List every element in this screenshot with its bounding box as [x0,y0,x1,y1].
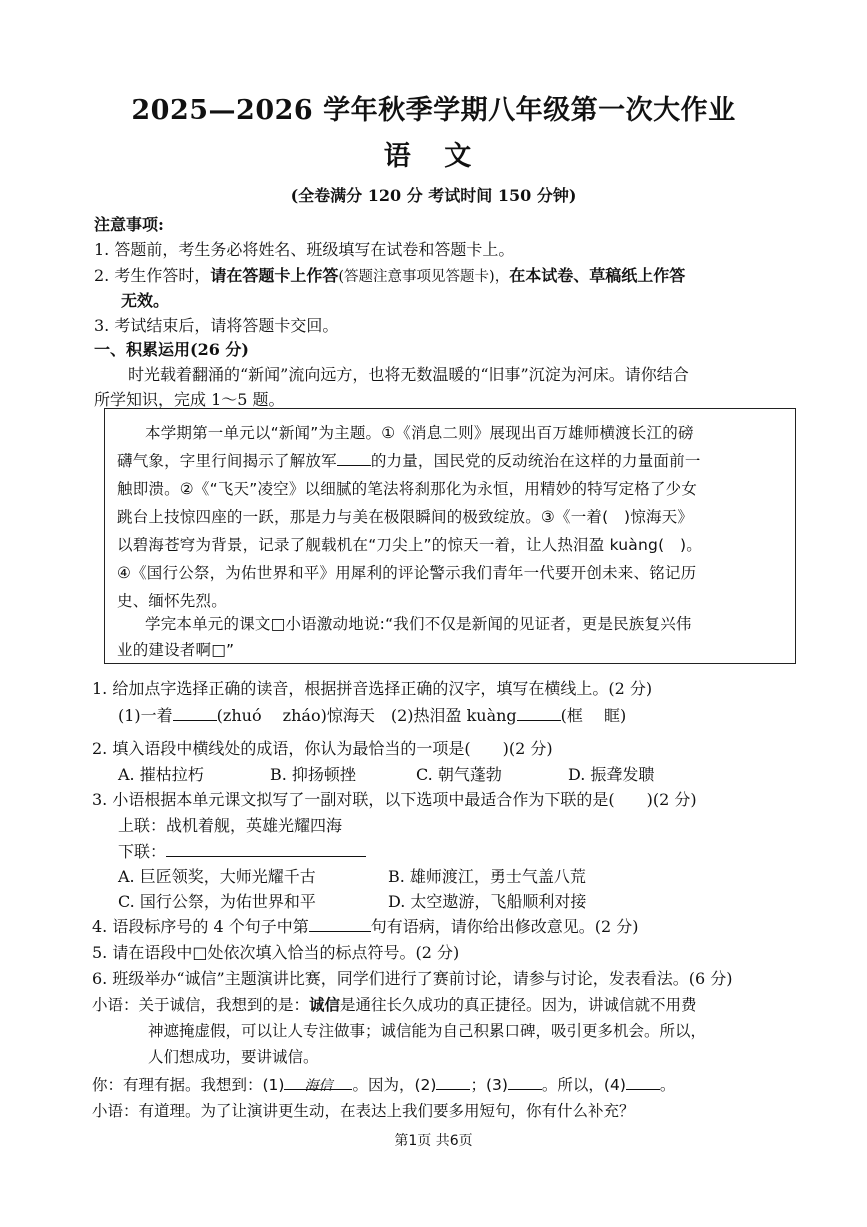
q3-upper-couplet: 上联：战机着舰，英雄光耀四海 [118,816,343,835]
note-2-part-b: 请在答题卡上作答 [210,266,339,285]
answer-blank [173,706,217,721]
dialog-text: 是通往长久成功的真正捷径。因为，讲诚信就不用费 [340,996,697,1014]
note-3: 3. 考试结束后，请将答题卡交回。 [94,316,339,335]
page-footer: 第1页 共6页 [394,1133,473,1149]
q2-option-c: C. 朝气蓬勃 [416,765,502,784]
dialog-text: ；(3) [470,1076,508,1094]
q2-option-a: A. 摧枯拉朽 [118,765,204,784]
dialog-xiaoyu-2: 小语：有道理。为了让演讲更生动，在表达上我们要多用短句，你有什么补充？ [92,1102,635,1120]
q2-option-d: D. 振聋发聩 [568,765,655,784]
idiom-blank [337,451,371,466]
dialog-text: 小语：关于诚信，我想到的是： [92,996,310,1014]
answer-blank [436,1075,470,1090]
question-2: 2. 填入语段中横线处的成语，你认为最恰当的一项是( )(2 分) [92,739,553,758]
notes-heading: 注意事项: [94,215,164,234]
q1-item1-text: (1)一着 [118,706,173,725]
answer-blank [166,842,366,857]
dialog-xiaoyu-1-line3: 人们想成功，要讲诚信。 [148,1048,319,1066]
exam-title: 2025—2026 学年秋季学期八年级第一次大作业 [131,95,736,126]
q4-text-b: 句有语病，请你给出修改意见。(2 分) [370,917,639,936]
dialog-text: 。所以，(4) [541,1076,626,1094]
note-2 [94,263,685,286]
dialog-xiaoyu-1 [92,993,697,1015]
section1-heading: 一、积累运用(26 分) [94,340,249,359]
passage-line: 触即溃。②《“飞天”凌空》以细腻的笔法将刹那化为永恒，用精妙的特写定格了少女 [117,480,698,498]
passage-line: 跳台上技惊四座的一跃，那是力与美在极限瞬间的极致绽放。③《一着( )惊海天》 [117,508,694,526]
passage-line: 业的建设者啊□” [117,641,235,659]
answer-blank [626,1075,660,1090]
q3-option-a: A. 巨匠领奖，大师光耀千古 [118,867,316,886]
passage-line: 本学期第一单元以“新闻”为主题。①《消息二则》展现出百万雄师横渡长江的磅 [145,424,694,442]
dialog-text: 。 [659,1076,676,1094]
q3-lower-couplet [118,839,366,862]
answer-blank [309,917,371,932]
answer-blank [517,706,561,721]
answer-blank [508,1075,542,1090]
question-1-items [118,703,626,726]
dialog-text: 。因为，(2) [352,1076,437,1094]
section1-intro-line2: 所学知识，完成 1～5 题。 [94,390,285,409]
q3-option-b: B. 雄师渡江，勇士气盖八荒 [388,867,586,886]
dialog-text: 你：有理有据。我想到：(1) [92,1076,285,1094]
dialog-text-bold: 诚信 [309,996,341,1014]
q3-option-c: C. 国行公祭，为佑世界和平 [118,892,316,911]
question-3: 3. 小语根据本单元课文拟写了一副对联，以下选项中最适合作为下联的是( )(2 分) [92,790,697,809]
note-1: 1. 答题前，考生务必将姓名、班级填写在试卷和答题卡上。 [94,240,515,259]
q1-item-text: (框 眶) [560,706,627,725]
dialog-you [92,1073,675,1095]
question-6: 6. 班级举办“诚信”主题演讲比赛，同学们进行了赛前讨论，请参与讨论，发表看法。(6 分) [92,969,733,988]
passage-text: 的力量，国民党的反动统治在这样的力量面前一 [370,452,701,470]
question-5: 5. 请在语段中□处依次填入恰当的标点符号。(2 分) [92,943,460,962]
passage-line: 以碧海苍穹为背景，记录了舰载机在“刀尖上”的惊天一着，让人热泪盈 kuàng( )。 [117,536,702,554]
q3-option-d: D. 太空遨游，飞船顺利对接 [388,892,587,911]
passage-line: ④《国行公祭，为佑世界和平》用犀利的评论警示我们青年一代要开创未来、铭记历 [117,564,697,582]
dialog-xiaoyu-1-line2: 神遮掩虚假，可以让人专注做事；诚信能为自己积累口碑，吸引更多机会。所以， [148,1022,707,1040]
note-2-part-d: 在本试卷、草稿纸上作答 [509,266,686,285]
passage-line [117,449,701,471]
passage-text: 礴气象，字里行间揭示了解放军 [117,452,337,470]
passage-line: 史、缅怀先烈。 [117,592,227,610]
q3-lower-label: 下联： [118,842,167,861]
q2-option-b: B. 抑扬顿挫 [270,765,356,784]
reading-passage-box [104,408,796,664]
passage-line: 学完本单元的课文□小语激动地说:“我们不仅是新闻的见证者，更是民族复兴伟 [145,615,692,633]
handwritten-answer: 海信 [304,1078,333,1094]
note-2-continued: 无效。 [121,291,170,310]
q1-item-text: (zhuó zháo)惊海天 (2)热泪盈 kuàng [216,706,517,725]
answer-blank-handwritten [284,1075,352,1094]
question-1: 1. 给加点字选择正确的读音，根据拼音选择正确的汉字，填写在横线上。(2 分) [92,679,653,698]
q4-text-a: 4. 语段标序号的 4 个句子中第 [92,917,309,936]
section1-intro-line1: 时光载着翻涌的“新闻”流向远方，也将无数温暖的“旧事”沉淀为河床。请你结合 [128,365,689,384]
note-2-part-c: (答题注意事项见答题卡)， [338,269,510,285]
question-4 [92,914,638,937]
note-2-part-a: 2. 考生作答时， [94,266,211,285]
subject-title: 语 文 [383,141,484,172]
exam-info: (全卷满分 120 分 考试时间 150 分钟) [290,186,577,205]
